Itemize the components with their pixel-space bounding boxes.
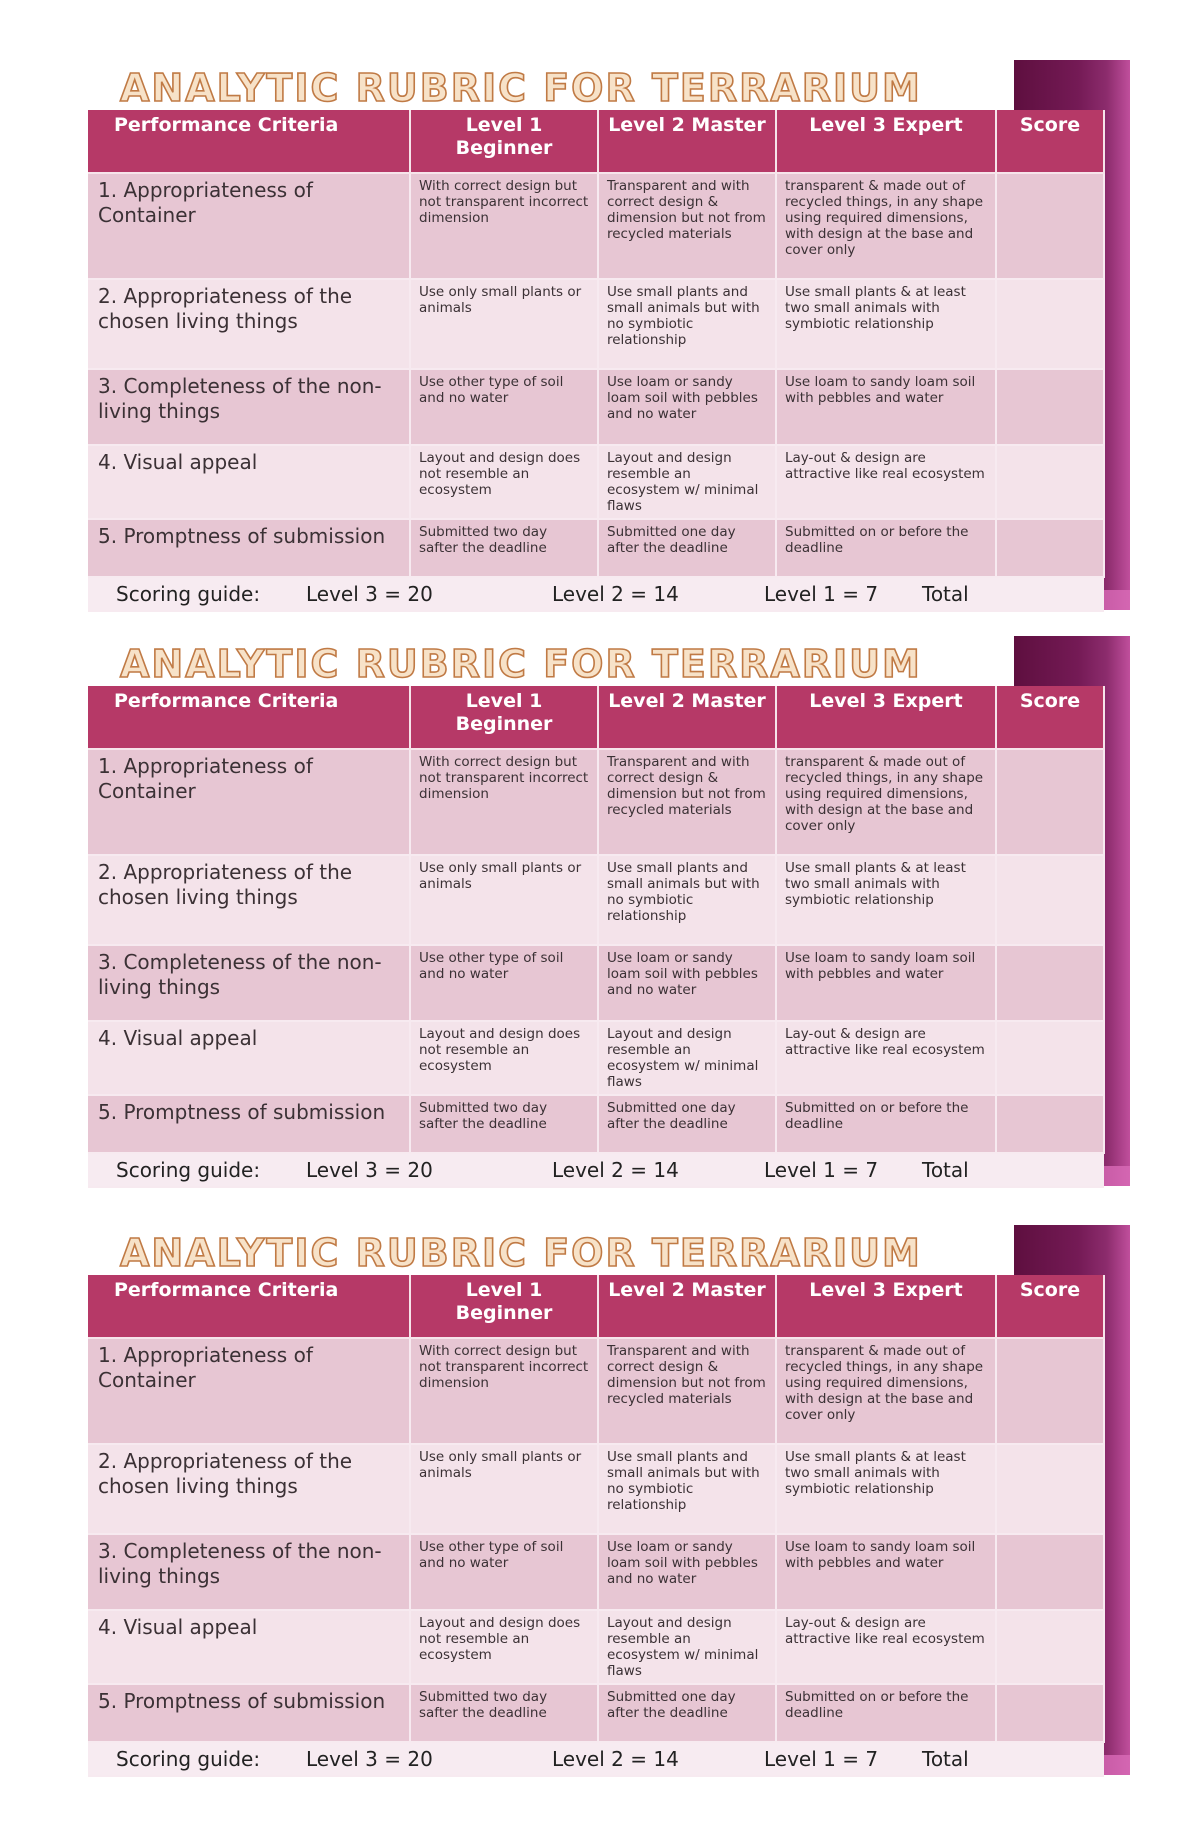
score-cell[interactable] [996,279,1104,369]
table-row [88,445,1104,519]
level-2-cell: Layout and design resemble an ecosystem w/ minimal flaws [598,445,776,519]
level-2-cell: Transparent and with correct design & dimension but not from recycled materials [598,749,776,855]
scoring-guide-level-2: Level 2 = 14 [552,1747,679,1771]
header-score: Score [996,686,1104,749]
header-level-3: Level 3 Expert [776,1275,996,1338]
scoring-guide-row [88,577,1104,611]
level-1-cell: With correct design but not transparent incorrect dimension [410,173,598,279]
scoring-guide-label: Scoring guide: [116,1158,261,1182]
header-criteria: Performance Criteria [88,686,410,749]
score-cell[interactable] [996,173,1104,279]
scoring-guide-total: Total [922,1158,969,1182]
level-3-cell: Lay-out & design are attractive like real ecosystem [776,1610,996,1684]
scoring-guide-level-2: Level 2 = 14 [552,1158,679,1182]
criterion-cell: 1. Appropriateness of Container [88,1338,410,1444]
header-row [88,110,1104,173]
criterion-cell: 5. Promptness of submission [88,1095,410,1153]
criterion-cell: 3. Completeness of the non-living things [88,1534,410,1610]
level-3-cell: Use loam to sandy loam soil with pebbles and water [776,1534,996,1610]
score-cell[interactable] [996,369,1104,445]
header-level-2: Level 2 Master [598,110,776,173]
level-1-cell: Use only small plants or animals [410,1444,598,1534]
level-3-cell: Use small plants & at least two small animals with symbiotic relationship [776,279,996,369]
criterion-cell: 5. Promptness of submission [88,519,410,577]
level-2-cell: Layout and design resemble an ecosystem w/ minimal flaws [598,1610,776,1684]
score-cell[interactable] [996,855,1104,945]
level-3-cell: transparent & made out of recycled things, in any shape using required dimensions, with design at the base and cover only [776,749,996,855]
rubric-table [88,1275,1105,1777]
rubric-panel-2 [88,636,1130,1186]
scoring-guide-level-1: Level 1 = 7 [764,1158,879,1182]
level-1-cell: With correct design but not transparent incorrect dimension [410,749,598,855]
score-cell[interactable] [996,749,1104,855]
level-2-cell: Use loam or sandy loam soil with pebbles and no water [598,1534,776,1610]
scoring-guide-total: Total [922,582,969,606]
header-level-2: Level 2 Master [598,686,776,749]
table-row [88,1534,1104,1610]
criterion-cell: 2. Appropriateness of the chosen living things [88,1444,410,1534]
level-2-cell: Use small plants and small animals but with no symbiotic relationship [598,1444,776,1534]
level-2-cell: Submitted one day after the deadline [598,1095,776,1153]
level-3-cell: Lay-out & design are attractive like real ecosystem [776,1021,996,1095]
scoring-guide-level-3: Level 3 = 20 [306,582,433,606]
level-1-cell: Use other type of soil and no water [410,1534,598,1610]
level-1-cell: Submitted two day safter the deadline [410,1095,598,1153]
table-row [88,1021,1104,1095]
table-row [88,855,1104,945]
header-level-2: Level 2 Master [598,1275,776,1338]
scoring-guide [88,577,1104,611]
table-row [88,1095,1104,1153]
score-cell[interactable] [996,1095,1104,1153]
scoring-guide-row [88,1742,1104,1776]
rubric-title: ANALYTIC RUBRIC FOR TERRARIUM [120,66,922,110]
table-row [88,1684,1104,1742]
level-1-cell: Layout and design does not resemble an ecosystem [410,1610,598,1684]
level-1-cell: Submitted two day safter the deadline [410,519,598,577]
score-cell[interactable] [996,945,1104,1021]
level-1-cell: Submitted two day safter the deadline [410,1684,598,1742]
level-2-cell: Transparent and with correct design & dimension but not from recycled materials [598,173,776,279]
level-2-cell: Layout and design resemble an ecosystem w/ minimal flaws [598,1021,776,1095]
scoring-guide-label: Scoring guide: [116,582,261,606]
header-level-1: Level 1 Beginner [410,110,598,173]
level-2-cell: Submitted one day after the deadline [598,1684,776,1742]
criterion-cell: 5. Promptness of submission [88,1684,410,1742]
table-row [88,519,1104,577]
scoring-guide-level-2: Level 2 = 14 [552,582,679,606]
level-3-cell: transparent & made out of recycled things, in any shape using required dimensions, with design at the base and cover only [776,1338,996,1444]
scoring-guide-label: Scoring guide: [116,1747,261,1771]
criterion-cell: 4. Visual appeal [88,1610,410,1684]
criterion-cell: 3. Completeness of the non-living things [88,369,410,445]
level-3-cell: Use loam to sandy loam soil with pebbles and water [776,369,996,445]
rubric-panel-1 [88,60,1130,610]
level-3-cell: Submitted on or before the deadline [776,519,996,577]
criterion-cell: 1. Appropriateness of Container [88,173,410,279]
table-row [88,279,1104,369]
header-score: Score [996,110,1104,173]
level-2-cell: Submitted one day after the deadline [598,519,776,577]
criterion-cell: 2. Appropriateness of the chosen living things [88,279,410,369]
rubric-table [88,686,1105,1188]
header-level-3: Level 3 Expert [776,686,996,749]
table-row [88,369,1104,445]
scoring-guide-level-3: Level 3 = 20 [306,1747,433,1771]
rubric-table [88,110,1105,612]
level-2-cell: Use small plants and small animals but with no symbiotic relationship [598,279,776,369]
level-3-cell: Submitted on or before the deadline [776,1684,996,1742]
score-cell[interactable] [996,1338,1104,1444]
level-1-cell: Layout and design does not resemble an ecosystem [410,1021,598,1095]
level-1-cell: Layout and design does not resemble an ecosystem [410,445,598,519]
score-cell[interactable] [996,1534,1104,1610]
criterion-cell: 4. Visual appeal [88,1021,410,1095]
scoring-guide-level-1: Level 1 = 7 [764,582,879,606]
criterion-cell: 1. Appropriateness of Container [88,749,410,855]
score-cell[interactable] [996,1684,1104,1742]
table-row [88,173,1104,279]
criterion-cell: 4. Visual appeal [88,445,410,519]
scoring-guide [88,1153,1104,1187]
header-score: Score [996,1275,1104,1338]
score-cell[interactable] [996,1610,1104,1684]
level-2-cell: Use loam or sandy loam soil with pebbles and no water [598,945,776,1021]
header-level-3: Level 3 Expert [776,110,996,173]
table-row [88,1444,1104,1534]
header-level-1: Level 1 Beginner [410,1275,598,1338]
level-3-cell: Use small plants & at least two small animals with symbiotic relationship [776,1444,996,1534]
table-row [88,945,1104,1021]
scoring-guide-total: Total [922,1747,969,1771]
level-1-cell: Use other type of soil and no water [410,369,598,445]
level-3-cell: Submitted on or before the deadline [776,1095,996,1153]
level-1-cell: Use other type of soil and no water [410,945,598,1021]
rubric-title: ANALYTIC RUBRIC FOR TERRARIUM [120,1231,922,1275]
score-cell[interactable] [996,1444,1104,1534]
scoring-guide-level-1: Level 1 = 7 [764,1747,879,1771]
header-level-1: Level 1 Beginner [410,686,598,749]
score-cell[interactable] [996,1021,1104,1095]
level-2-cell: Use loam or sandy loam soil with pebbles and no water [598,369,776,445]
rubric-panel-3 [88,1225,1130,1775]
level-1-cell: With correct design but not transparent incorrect dimension [410,1338,598,1444]
header-criteria: Performance Criteria [88,1275,410,1338]
table-row [88,749,1104,855]
level-3-cell: Use loam to sandy loam soil with pebbles and water [776,945,996,1021]
rubric-title: ANALYTIC RUBRIC FOR TERRARIUM [120,642,922,686]
header-row [88,686,1104,749]
criterion-cell: 2. Appropriateness of the chosen living things [88,855,410,945]
level-1-cell: Use only small plants or animals [410,279,598,369]
level-3-cell: Lay-out & design are attractive like real ecosystem [776,445,996,519]
level-2-cell: Transparent and with correct design & dimension but not from recycled materials [598,1338,776,1444]
header-criteria: Performance Criteria [88,110,410,173]
score-cell[interactable] [996,519,1104,577]
scoring-guide-level-3: Level 3 = 20 [306,1158,433,1182]
level-3-cell: Use small plants & at least two small animals with symbiotic relationship [776,855,996,945]
scoring-guide-row [88,1153,1104,1187]
table-row [88,1338,1104,1444]
header-row [88,1275,1104,1338]
scoring-guide [88,1742,1104,1776]
criterion-cell: 3. Completeness of the non-living things [88,945,410,1021]
table-row [88,1610,1104,1684]
level-2-cell: Use small plants and small animals but with no symbiotic relationship [598,855,776,945]
score-cell[interactable] [996,445,1104,519]
level-1-cell: Use only small plants or animals [410,855,598,945]
level-3-cell: transparent & made out of recycled things, in any shape using required dimensions, with design at the base and cover only [776,173,996,279]
